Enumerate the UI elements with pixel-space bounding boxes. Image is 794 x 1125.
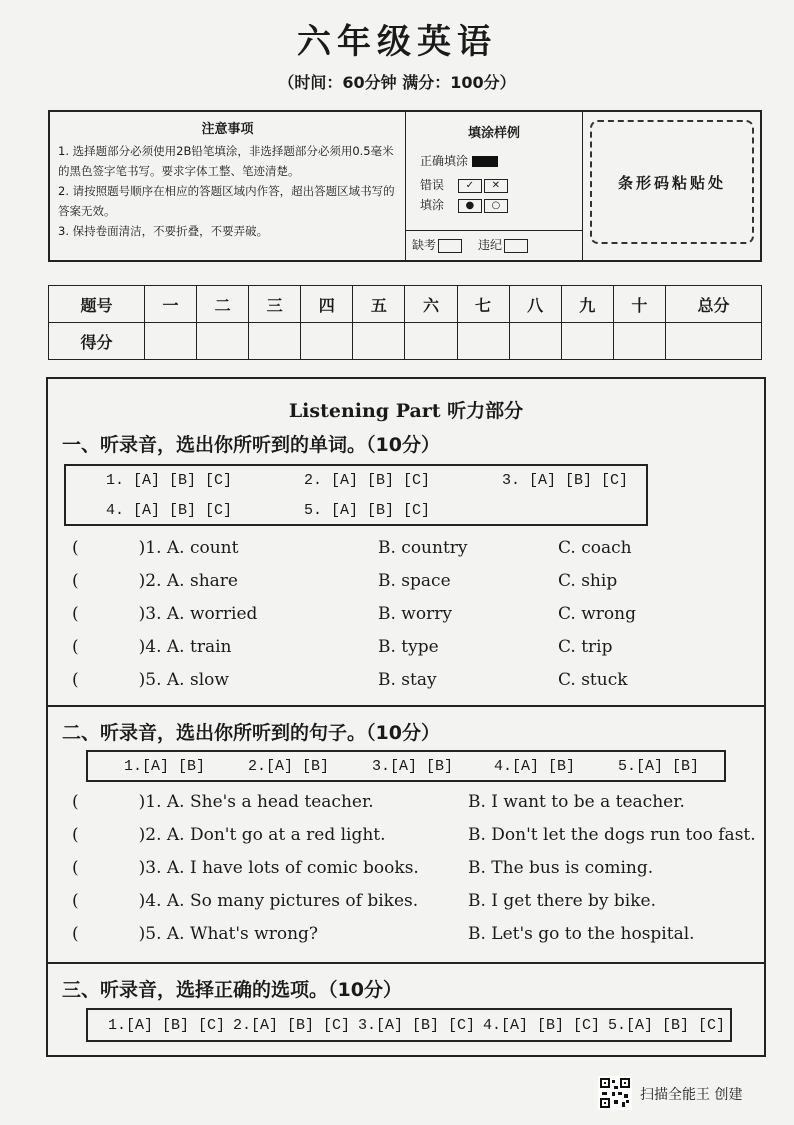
score-header-cell: 六 — [405, 286, 457, 323]
answer-paren[interactable]: ( — [72, 637, 79, 657]
score-cell[interactable] — [613, 323, 665, 360]
question-option-a: )2. A. Don't go at a red light. — [138, 825, 386, 845]
score-cell[interactable] — [197, 323, 249, 360]
score-header-cell: 五 — [353, 286, 405, 323]
score-cell[interactable] — [144, 323, 196, 360]
answer-option[interactable]: 4.[A] [B] — [494, 758, 576, 775]
section3-answer-grid — [86, 1008, 732, 1042]
question-option-b: B. Let's go to the hospital. — [468, 924, 695, 944]
question-row — [72, 604, 257, 624]
answer-option[interactable]: 2.[A] [B] — [248, 758, 330, 775]
answer-option[interactable]: 1.[A] [B] [C] — [108, 1017, 226, 1034]
score-header-row — [49, 286, 762, 323]
notice-item: 3. 保持卷面清洁，不要折叠，不要弄破。 — [58, 224, 269, 238]
circle-mark-icon: ○ — [484, 199, 508, 213]
answer-paren[interactable]: ( — [72, 891, 79, 911]
question-option-a: )5. A. slow — [138, 670, 229, 690]
sample-wrong — [420, 176, 508, 193]
answer-option[interactable]: 1. [A] [B] [C] — [106, 472, 233, 489]
question-option-c: C. ship — [558, 571, 618, 591]
violation-box-icon[interactable] — [504, 239, 528, 253]
score-cell[interactable] — [405, 323, 457, 360]
answer-option[interactable]: 3.[A] [B] [C] — [358, 1017, 476, 1034]
answer-option[interactable]: 5.[A] [B] — [618, 758, 700, 775]
dot-mark-icon: ● — [458, 199, 482, 213]
fill-sample — [406, 112, 583, 260]
answer-option[interactable]: 1.[A] [B] — [124, 758, 206, 775]
question-option-b: B. space — [378, 571, 451, 591]
answer-option[interactable]: 2.[A] [B] [C] — [233, 1017, 351, 1034]
section2-title: 二、听录音，选出你所听到的句子。（10分） — [62, 722, 440, 744]
score-cell[interactable] — [665, 323, 761, 360]
sample-correct — [420, 152, 498, 169]
question-option-a: )3. A. worried — [138, 604, 258, 624]
question-option-b: B. worry — [378, 604, 452, 624]
answer-paren[interactable]: ( — [72, 571, 79, 591]
question-option-b: B. type — [378, 637, 439, 657]
score-header-cell: 七 — [457, 286, 509, 323]
answer-paren[interactable]: ( — [72, 825, 79, 845]
violation-checkbox[interactable] — [478, 236, 528, 253]
sample-wrong-2 — [420, 196, 508, 213]
question-option-c: C. trip — [558, 637, 613, 657]
answer-paren[interactable]: ( — [72, 604, 79, 624]
question-option-b: B. Don't let the dogs run too fast. — [468, 825, 756, 845]
answer-paren[interactable]: ( — [72, 792, 79, 812]
section1-answer-grid — [64, 464, 648, 526]
question-row — [72, 858, 419, 878]
wrong-label-2: 填涂 — [420, 198, 445, 212]
score-header-cell: 总分 — [665, 286, 761, 323]
score-cell[interactable] — [353, 323, 405, 360]
score-cell[interactable] — [509, 323, 561, 360]
barcode-label: 条形码粘贴处 — [617, 173, 726, 192]
question-option-c: C. wrong — [558, 604, 636, 624]
question-row — [72, 924, 318, 944]
section2-answer-grid — [86, 750, 726, 782]
scanner-watermark: 扫描全能王 创建 — [640, 1087, 743, 1103]
question-option-a: )3. A. I have lots of comic books. — [138, 858, 419, 878]
answer-paren[interactable]: ( — [72, 858, 79, 878]
score-table — [48, 285, 762, 360]
notice-item: 2. 请按照题号顺序在相应的答题区域内作答，超出答题区域书写的答案无效。 — [58, 184, 395, 218]
wrong-label-1: 错误 — [420, 178, 445, 192]
question-option-a: )1. A. count — [138, 538, 239, 558]
answer-paren[interactable]: ( — [72, 670, 79, 690]
score-cell[interactable] — [301, 323, 353, 360]
answer-option[interactable]: 3.[A] [B] — [372, 758, 454, 775]
section-divider — [46, 705, 766, 707]
absent-checkbox[interactable] — [412, 236, 462, 253]
question-row — [72, 571, 238, 591]
question-row — [72, 538, 238, 558]
score-row-label: 得分 — [49, 323, 145, 360]
answer-option[interactable]: 3. [A] [B] [C] — [502, 472, 629, 489]
notice-item: 1. 选择题部分必须使用2B铅笔填涂，非选择题部分必须用0.5毫米的黑色签字笔书写。要求字体工整、笔迹清楚。 — [58, 144, 394, 178]
question-row — [72, 792, 374, 812]
notice-instructions — [50, 112, 406, 260]
question-option-b: B. stay — [378, 670, 437, 690]
answer-option[interactable]: 5.[A] [B] [C] — [608, 1017, 726, 1034]
question-option-b: B. country — [378, 538, 468, 558]
question-option-b: B. I want to be a teacher. — [468, 792, 685, 812]
question-option-a: )4. A. So many pictures of bikes. — [138, 891, 419, 911]
question-option-a: )4. A. train — [138, 637, 232, 657]
question-option-b: B. I get there by bike. — [468, 891, 657, 911]
question-option-c: C. stuck — [558, 670, 628, 690]
score-row — [49, 323, 762, 360]
score-header-cell: 题号 — [49, 286, 145, 323]
section3-title: 三、听录音，选择正确的选项。（10分） — [62, 979, 402, 1001]
score-header-cell: 九 — [561, 286, 613, 323]
absent-label: 缺考 — [412, 238, 437, 252]
divider — [406, 230, 582, 231]
section-divider — [46, 962, 766, 964]
score-cell[interactable] — [457, 323, 509, 360]
question-row — [72, 670, 229, 690]
score-header-cell: 八 — [509, 286, 561, 323]
answer-option[interactable]: 2. [A] [B] [C] — [304, 472, 431, 489]
exam-info: （时间：60分钟 满分：100分） — [278, 73, 516, 92]
score-header-cell: 二 — [197, 286, 249, 323]
check-mark-icon: ✓ — [458, 179, 482, 193]
page-title: 六年级英语 — [297, 22, 497, 62]
score-cell[interactable] — [249, 323, 301, 360]
score-cell[interactable] — [561, 323, 613, 360]
listening-title: Listening Part 听力部分 — [288, 400, 524, 422]
violation-label: 违纪 — [478, 238, 503, 252]
answer-option[interactable]: 4. [A] [B] [C] — [106, 502, 233, 519]
score-header-cell: 十 — [613, 286, 665, 323]
question-row — [72, 637, 231, 657]
notice-heading: 注意事项 — [201, 122, 254, 137]
answer-option[interactable]: 4.[A] [B] [C] — [483, 1017, 601, 1034]
question-option-a: )5. A. What's wrong? — [138, 924, 319, 944]
notice-box — [48, 110, 762, 262]
sample-heading: 填涂样例 — [467, 126, 520, 141]
correct-label: 正确填涂 — [420, 154, 469, 168]
answer-option[interactable]: 5. [A] [B] [C] — [304, 502, 431, 519]
question-option-a: )1. A. She's a head teacher. — [138, 792, 374, 812]
section1-title: 一、听录音，选出你所听到的单词。（10分） — [62, 434, 440, 456]
question-option-c: C. coach — [558, 538, 632, 558]
score-header-cell: 四 — [301, 286, 353, 323]
question-option-b: B. The bus is coming. — [468, 858, 654, 878]
answer-paren[interactable]: ( — [72, 924, 79, 944]
score-header-cell: 一 — [144, 286, 196, 323]
absent-box-icon[interactable] — [438, 239, 462, 253]
score-header-cell: 三 — [249, 286, 301, 323]
answer-paren[interactable]: ( — [72, 538, 79, 558]
question-option-a: )2. A. share — [138, 571, 238, 591]
question-row — [72, 891, 418, 911]
filled-mark-icon — [472, 156, 498, 167]
question-row — [72, 825, 386, 845]
barcode-area — [590, 120, 754, 244]
cross-mark-icon: ✕ — [484, 179, 508, 193]
qr-code-icon — [598, 1076, 632, 1110]
